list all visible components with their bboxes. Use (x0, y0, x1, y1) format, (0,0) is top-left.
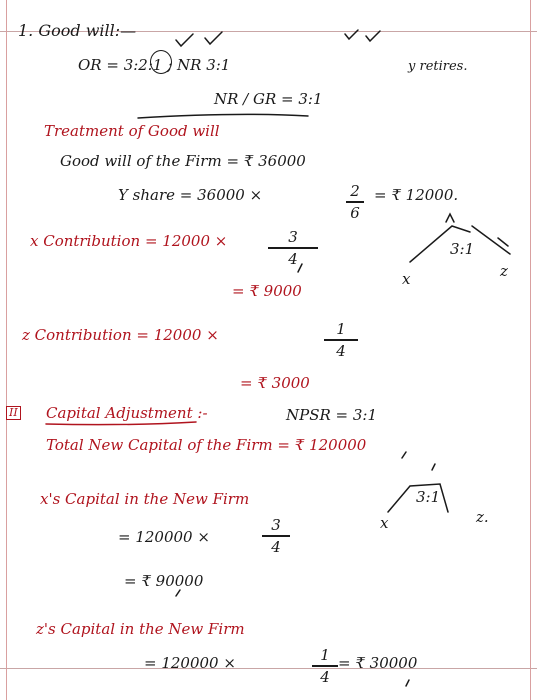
x-capital-result: = ₹ 90000 (124, 572, 204, 590)
tick-stroke (176, 590, 180, 596)
z-contribution-result: = ₹ 3000 (240, 374, 310, 392)
fraction-bar (324, 339, 358, 341)
partner-z-label: z (500, 262, 508, 280)
x-capital-fraction (262, 516, 290, 556)
z-contribution: z Contribution = 12000 × (22, 326, 219, 344)
fraction-denominator: 4 (271, 537, 281, 556)
heading-underline (46, 422, 196, 425)
partner-x-label: x (380, 514, 389, 532)
z-capital-result: = ₹ 30000 (338, 654, 418, 672)
z-capital-calc: = 120000 × (144, 654, 236, 672)
fraction-denominator: 4 (288, 249, 298, 268)
x-contribution: x Contribution = 12000 × (30, 232, 228, 250)
fraction-bar (262, 535, 290, 537)
z-capital-fraction (312, 646, 338, 686)
check-mark-icon (366, 31, 380, 41)
fraction-numerator: 2 (350, 182, 360, 200)
z-capital-heading: z's Capital in the New Firm (36, 620, 245, 638)
tick-stroke (402, 452, 406, 458)
fraction-denominator: 4 (320, 667, 330, 686)
fraction-bar (346, 201, 364, 203)
retires-note: y retires. (408, 59, 468, 74)
y-share-line: Y share = 36000 × (118, 186, 263, 204)
y-share-result: = ₹ 12000. (374, 186, 459, 204)
underline-stroke (138, 114, 308, 118)
fraction-denominator: 4 (336, 341, 346, 360)
x-capital-calc: = 120000 × (118, 528, 210, 546)
capital-adjustment-heading: Capital Adjustment :- (46, 404, 208, 422)
ratio-triangle-label: 3:1 (450, 240, 475, 258)
triangle-right-edge (472, 226, 510, 254)
ruled-line (0, 668, 537, 669)
fraction-numerator: 3 (271, 516, 281, 534)
ratio-triangle-label: 3:1 (416, 488, 441, 506)
nr-gr-ratio: NR / GR = 3:1 (214, 90, 323, 108)
section-two-marker: II (6, 406, 21, 420)
x-contribution-fraction (268, 228, 318, 268)
arrow-stroke (498, 238, 508, 246)
circled-ratio-mark (150, 50, 172, 74)
npsr-ratio: NPSR = 3:1 (286, 406, 378, 424)
x-capital-heading: x's Capital in the New Firm (40, 490, 250, 508)
x-contribution-result: = ₹ 9000 (232, 282, 302, 300)
treatment-heading: Treatment of Good will (44, 122, 220, 140)
arrow-up-icon (446, 214, 454, 222)
total-new-capital: Total New Capital of the Firm = ₹ 120000 (46, 436, 367, 454)
goodwill-heading: 1. Good will:— (18, 21, 137, 40)
fraction-numerator: 3 (288, 228, 298, 246)
fraction-bar (268, 247, 318, 249)
y-share-fraction (346, 182, 364, 222)
goodwill-of-firm: Good will of the Firm = ₹ 36000 (60, 152, 306, 170)
check-mark-icon (176, 34, 193, 46)
tick-stroke (406, 680, 409, 686)
margin-line (530, 0, 531, 700)
fraction-denominator: 6 (350, 203, 360, 222)
partner-x-label: x (402, 270, 411, 288)
partner-z-label: z. (476, 508, 489, 526)
fraction-numerator: 1 (320, 646, 330, 664)
tick-stroke (432, 464, 435, 470)
old-new-ratio: OR = 3:2:1 ; NR 3:1 (78, 56, 231, 74)
z-contribution-fraction (324, 320, 358, 360)
fraction-bar (312, 665, 338, 667)
margin-line (6, 0, 7, 700)
check-mark-icon (205, 32, 222, 44)
fraction-numerator: 1 (336, 320, 346, 338)
